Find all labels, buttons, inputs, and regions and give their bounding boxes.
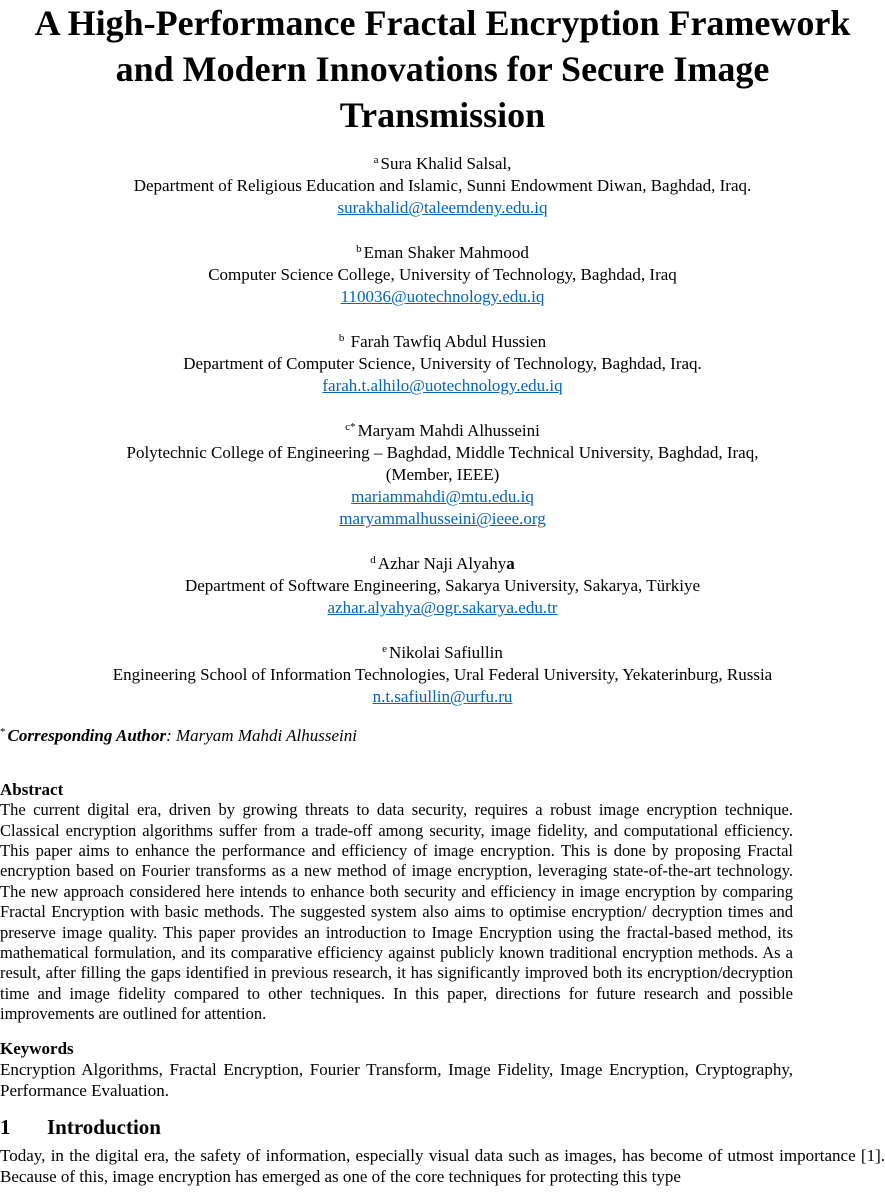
author-block bbox=[0, 331, 885, 397]
author-block bbox=[0, 420, 885, 530]
keywords-section bbox=[0, 1038, 793, 1101]
author-affiliation-marker: b bbox=[356, 242, 362, 255]
authors-list bbox=[0, 153, 885, 708]
author-name bbox=[0, 642, 885, 664]
author-affiliation-marker: a bbox=[373, 153, 379, 166]
author-name-text: Sura Khalid Salsal, bbox=[380, 154, 512, 174]
author-name-text: Farah Tawfiq Abdul Hussien bbox=[350, 332, 547, 352]
paper-title: A High-Performance Fractal Encryption Framework and Modern Innovations for Secure Image Transmission bbox=[34, 3, 851, 136]
author-affiliation-marker: b bbox=[338, 331, 345, 344]
author-affiliation: Polytechnic College of Engineering – Baghdad, Middle Technical University, Baghdad, Iraq, bbox=[126, 443, 759, 463]
author-email-line bbox=[0, 486, 885, 508]
author-name bbox=[0, 420, 885, 442]
author-block bbox=[0, 153, 885, 219]
author-name bbox=[0, 553, 885, 575]
abstract-section bbox=[0, 779, 793, 1024]
author-email-line bbox=[0, 508, 885, 530]
author-affiliation: Computer Science College, University of Technology, Baghdad, Iraq bbox=[208, 265, 677, 285]
abstract-text: The current digital era, driven by growing threats to data security, requires a robust image encryption technique. Classical encryption algorithms suffer from a trade-off among security, image fidelity, and computational efficiency. This paper aims to enhance the performance and efficiency of image encryption. This is done by proposing Fractal encryption based on Fourier transforms as a new method of image encryption, leveraging state-of-the-art technology. The new approach considered here intends to enhance both security and efficiency in image encryption by comparing Fractal Encryption with basic methods. The suggested system also aims to optimise encryption/ decryption times and preserve image quality. This paper provides an introduction to Image Encryption using the fractal-based method, its mathematical formulation, and its comparative efficiency against publicly known traditional encryption methods. As a result, after filling the gaps identified in previous research, it has significantly improved both its encryption/decryption time and image fidelity compared to other techniques. In this paper, directions for future research and possible improvements are outlined for attention. bbox=[0, 800, 793, 1024]
corresponding-author-note bbox=[0, 725, 885, 747]
author-email-line bbox=[0, 197, 885, 219]
author-affiliation-marker: d bbox=[370, 553, 376, 566]
author-email-line bbox=[0, 597, 885, 619]
author-name-text: Azhar Naji Alyahy bbox=[377, 554, 507, 574]
author-block bbox=[0, 242, 885, 308]
author-email-link[interactable]: farah.t.alhilo@uotechnology.edu.iq bbox=[322, 376, 563, 396]
section-title: Introduction bbox=[47, 1114, 161, 1139]
author-email-link[interactable]: 110036@uotechnology.edu.iq bbox=[340, 287, 545, 307]
author-email-link[interactable]: maryammalhusseini@ieee.org bbox=[339, 509, 546, 529]
author-email-line bbox=[0, 286, 885, 308]
author-affiliation: Department of Religious Education and Islamic, Sunni Endowment Diwan, Baghdad, Iraq. bbox=[133, 176, 752, 196]
introduction-section bbox=[0, 1114, 885, 1188]
abstract-heading: Abstract bbox=[0, 780, 64, 800]
author-email-link[interactable]: mariammahdi@mtu.edu.iq bbox=[351, 487, 534, 507]
author-name bbox=[0, 242, 885, 264]
author-affiliation: Department of Software Engineering, Sakarya University, Sakarya, Türkiye bbox=[184, 576, 701, 596]
author-affiliation-marker: e bbox=[382, 642, 388, 655]
author-block bbox=[0, 553, 885, 619]
author-name-bold-suffix: a bbox=[506, 554, 515, 574]
author-email-link[interactable]: surakhalid@taleemdeny.edu.iq bbox=[337, 198, 548, 218]
author-block bbox=[0, 642, 885, 708]
author-email-line bbox=[0, 686, 885, 708]
author-email-link[interactable]: azhar.alyahya@ogr.sakarya.edu.tr bbox=[327, 598, 558, 618]
section-number: 1 bbox=[0, 1114, 11, 1139]
author-name-text: Eman Shaker Mahmood bbox=[363, 243, 529, 263]
author-affiliation-marker: c* bbox=[345, 420, 356, 433]
introduction-text: Today, in the digital era, the safety of information, especially visual data such as images, has become of utmost importance [1]. Because of this, image encryption has emerged as one of the core techniques for protecting this type bbox=[0, 1145, 885, 1187]
keywords-heading: Keywords bbox=[0, 1038, 74, 1058]
corresponding-marker: * bbox=[0, 725, 6, 738]
author-name-text: Nikolai Safiullin bbox=[389, 643, 503, 663]
author-email-link[interactable]: n.t.safiullin@urfu.ru bbox=[372, 687, 513, 707]
corresponding-label: Corresponding Author bbox=[7, 726, 167, 746]
corresponding-name: : Maryam Mahdi Alhusseini bbox=[166, 726, 357, 746]
author-name bbox=[0, 331, 885, 353]
author-affiliation-membership: (Member, IEEE) bbox=[385, 465, 500, 485]
author-affiliation: Engineering School of Information Technologies, Ural Federal University, Yekaterinburg, Russia bbox=[112, 665, 773, 685]
author-email-line bbox=[0, 375, 885, 397]
author-affiliation: Department of Computer Science, University of Technology, Baghdad, Iraq. bbox=[183, 354, 702, 374]
author-name bbox=[0, 153, 885, 175]
author-name-text: Maryam Mahdi Alhusseini bbox=[357, 421, 540, 441]
introduction-heading bbox=[0, 1114, 885, 1140]
keywords-text: Encryption Algorithms, Fractal Encryption, Fourier Transform, Image Fidelity, Image Encryption, Cryptography, Performance Evaluation. bbox=[0, 1059, 793, 1100]
